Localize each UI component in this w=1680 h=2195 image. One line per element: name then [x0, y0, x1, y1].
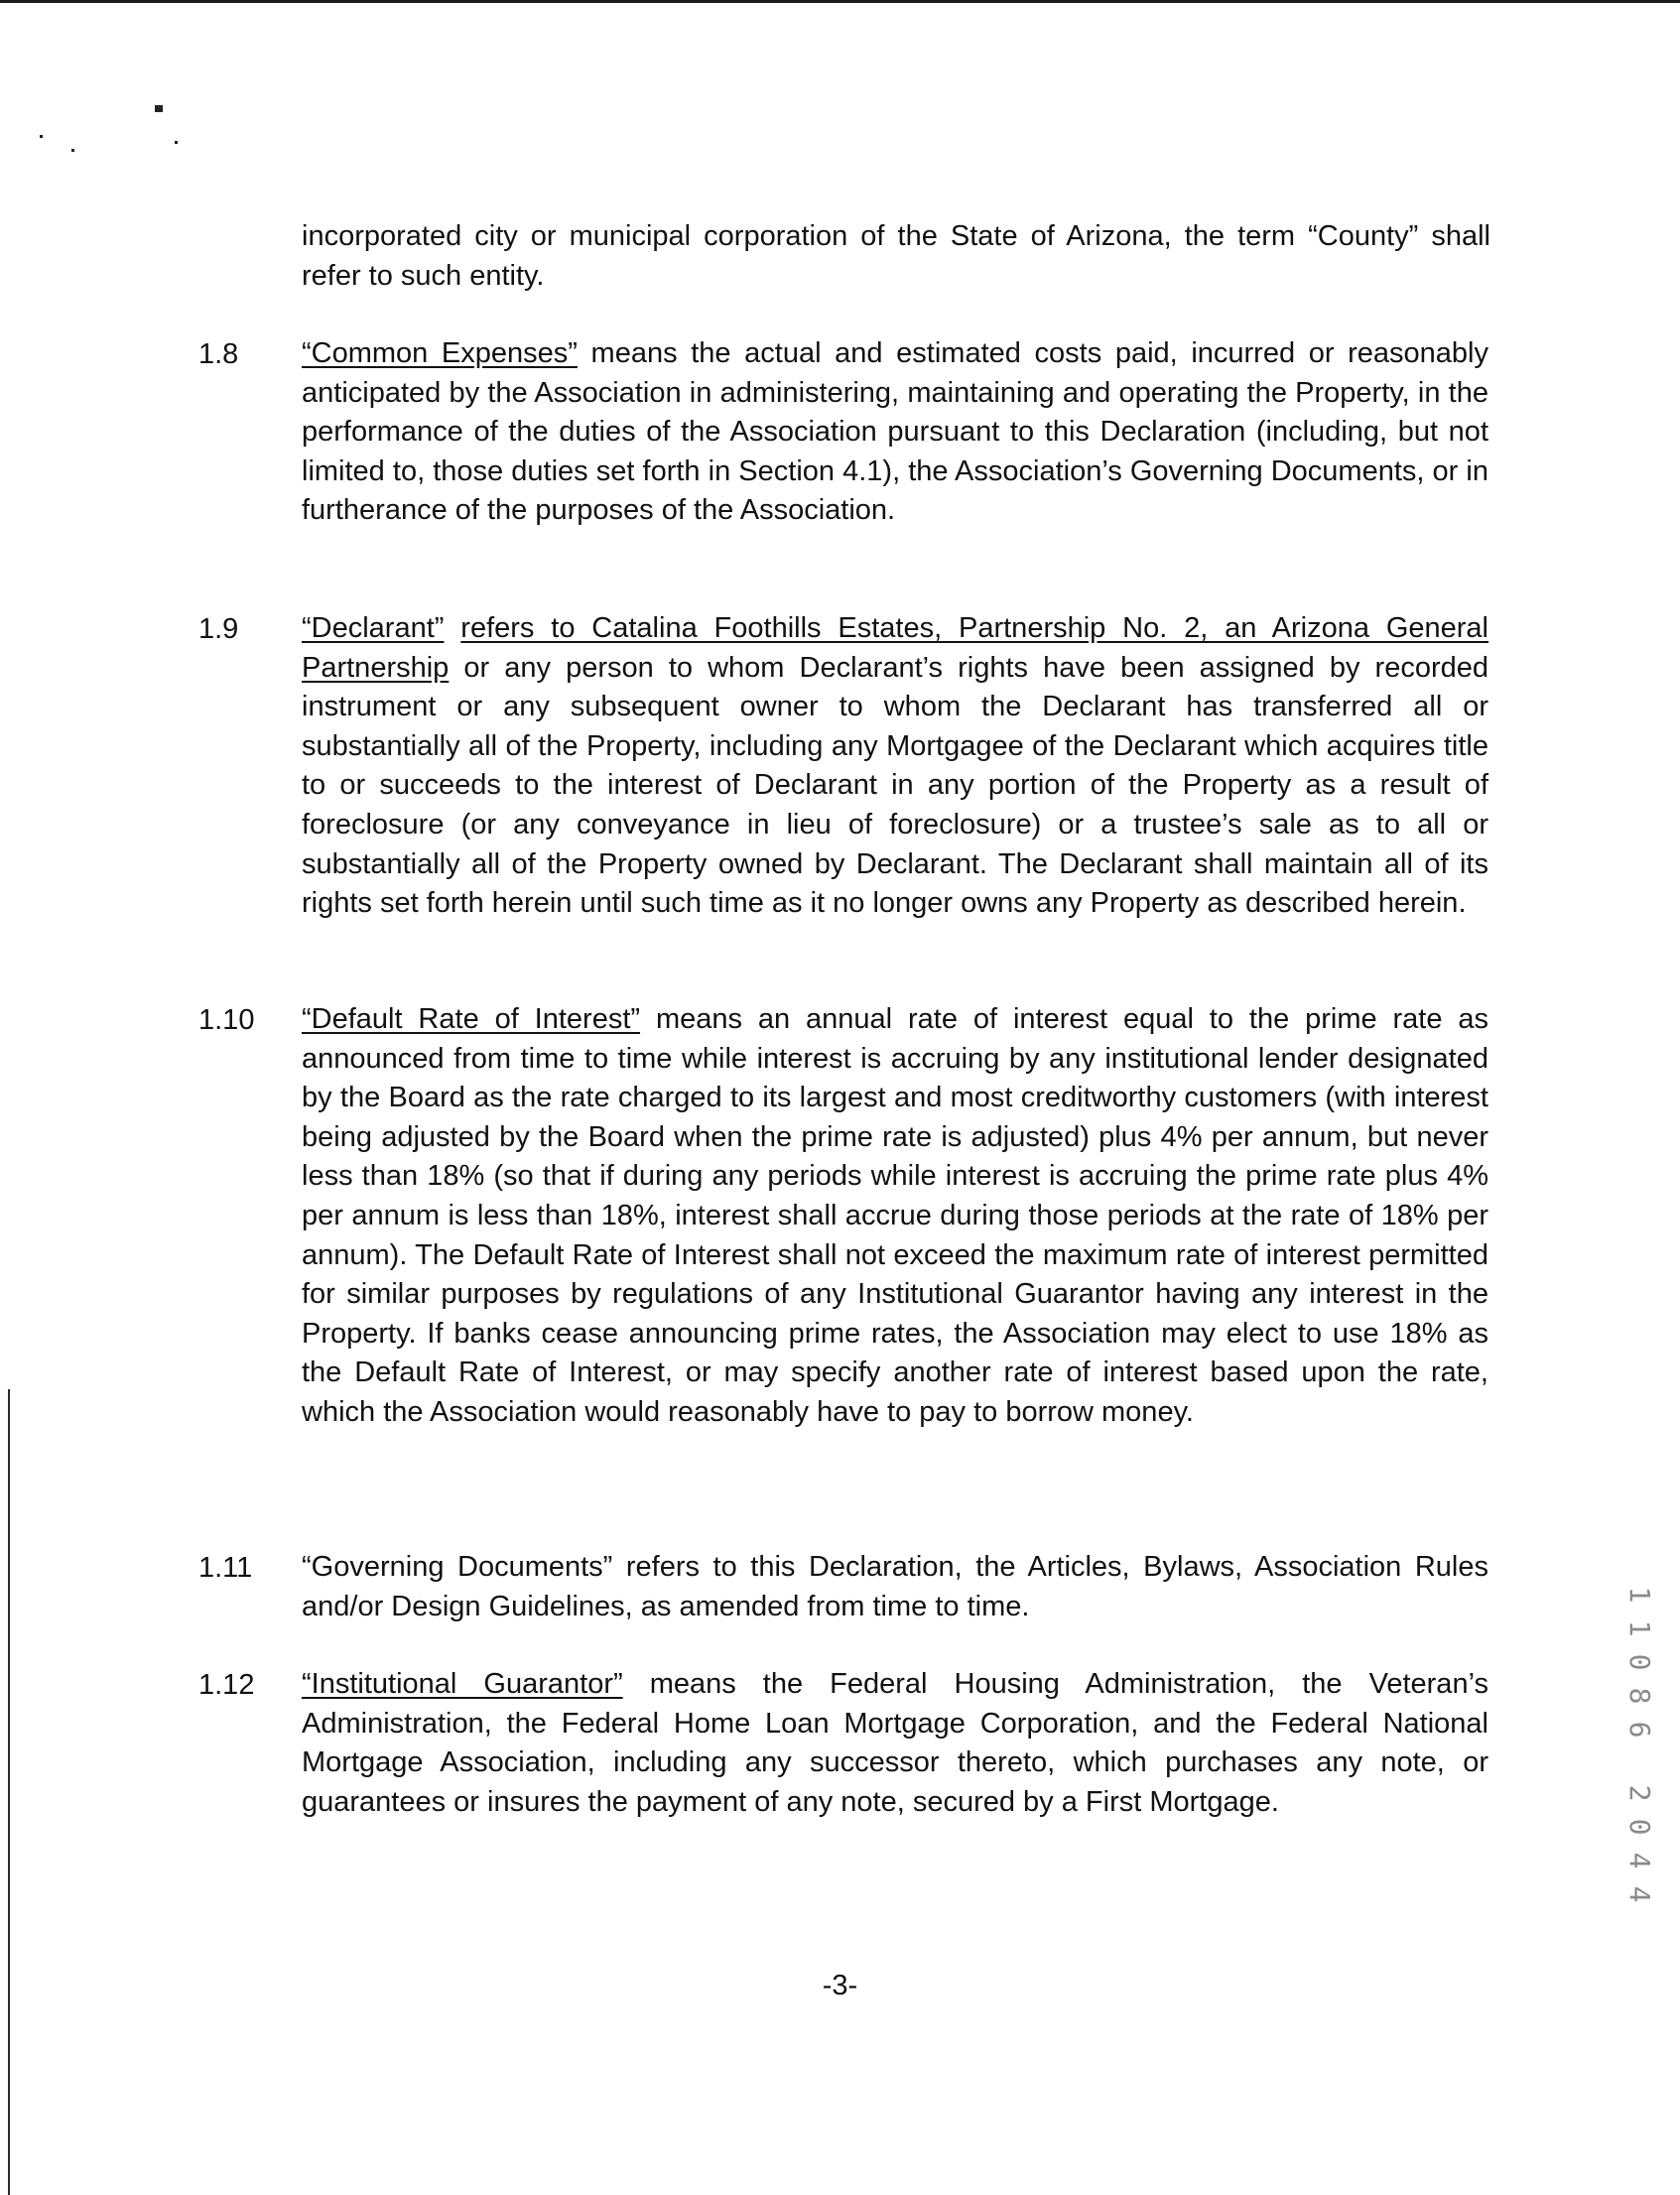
defined-term: “Common Expenses”	[302, 337, 578, 369]
section-body	[302, 1548, 1488, 1626]
scan-speck	[155, 105, 163, 112]
stamp-digit: 0	[1623, 1653, 1656, 1671]
defined-term: “Institutional Guarantor”	[302, 1668, 623, 1700]
stamp-digit: 1	[1623, 1619, 1656, 1637]
stamp-digit: 8	[1623, 1687, 1656, 1705]
section-text: or any person to whom Declarant’s rights have been assigned by recorded instrument or any subsequent owner to whom the Declarant has transferred all or substantially all of the Property, including any Mortgagee of the Declarant which acquires title to or succeeds to the interest of Declarant in any portion of the Property as a result of foreclosure (or any conveyance in lieu of foreclosure) or a trustee’s sale as to all or substantially all of the Property owned by Declarant. The Declarant shall maintain all of its rights set forth herein until such time as it no longer owns any Property as described herein.	[302, 651, 1488, 920]
stamp-digit: 2	[1623, 1784, 1656, 1802]
section-number: 1.9	[198, 613, 239, 645]
section-number: 1.10	[198, 1004, 255, 1036]
section-body	[302, 1665, 1488, 1822]
section-number: 1.8	[198, 338, 239, 370]
recording-stamp	[1617, 1578, 1661, 1911]
declarant-name: refers to Catalina Foothills Estates, Partnership No. 2, an Arizona General Partnership	[302, 612, 1489, 684]
section-text: “Governing Documents” refers to this Declaration, the Articles, Bylaws, Association Rules and/or Design Guidelines, as amended from time to time.	[302, 1551, 1488, 1622]
defined-term: “Default Rate of Interest”	[302, 1003, 641, 1035]
defined-term: “Declarant”	[302, 612, 445, 644]
section-body	[302, 334, 1488, 531]
section-number: 1.12	[198, 1669, 255, 1701]
intro-paragraph: incorporated city or municipal corporation of the State of Arizona, the term “County” shall refer to such entity.	[302, 220, 1490, 292]
stamp-digit: 4	[1623, 1885, 1656, 1903]
section-text: means the actual and estimated costs paid, incurred or reasonably anticipated by the Association in administering, maintaining and operating the Property, in the performance of the duties of the Association pursuant to this Declaration (including, but not limited to, those duties set forth in Section 4.1), the Association’s Governing Documents, or in furtherance of the purposes of the Association.	[302, 337, 1488, 527]
scan-speck	[175, 141, 178, 144]
section-body	[302, 609, 1488, 924]
stamp-digit: 6	[1623, 1721, 1656, 1739]
section-body	[302, 1000, 1488, 1433]
scan-speck	[71, 149, 74, 152]
page-number: -3-	[822, 1970, 858, 2001]
stamp-digit: 1	[1623, 1586, 1656, 1604]
section-number: 1.11	[198, 1552, 253, 1584]
top-scan-rule	[0, 0, 1680, 3]
section-text: means an annual rate of interest equal to the prime rate as announced from time to time while interest is accruing by any institutional lender designated by the Board as the rate charged to its largest and most creditworthy customers (with interest being adjusted by the Board when the prime rate is adjusted) plus 4% per annum, but never less than 18% (so that if during any periods while interest is accruing the prime rate plus 4% per annum is less than 18%, interest shall accrue during those periods at the rate of 18% per annum). The Default Rate of Interest shall not exceed the maximum rate of interest permitted for similar purposes by regulations of any Institutional Guarantor having any interest in the Property. If banks cease announcing prime rates, the Association may elect to use 18% as the Default Rate of Interest, or may specify another rate of interest based upon the rate, which the Association would reasonably have to pay to borrow money.	[302, 1003, 1488, 1428]
section-text: means the Federal Housing Administration, the Veteran’s Administration, the Federal Home Loan Mortgage Corporation, and the Federal National Mortgage Association, including any successor thereto, which purchases any note, or guarantees or insures the payment of any note, secured by a First Mortgage.	[302, 1668, 1488, 1818]
scan-speck	[40, 135, 43, 138]
stamp-digit: 4	[1623, 1852, 1656, 1870]
stamp-digit: 0	[1623, 1818, 1656, 1836]
left-scan-rule	[8, 1389, 10, 2195]
